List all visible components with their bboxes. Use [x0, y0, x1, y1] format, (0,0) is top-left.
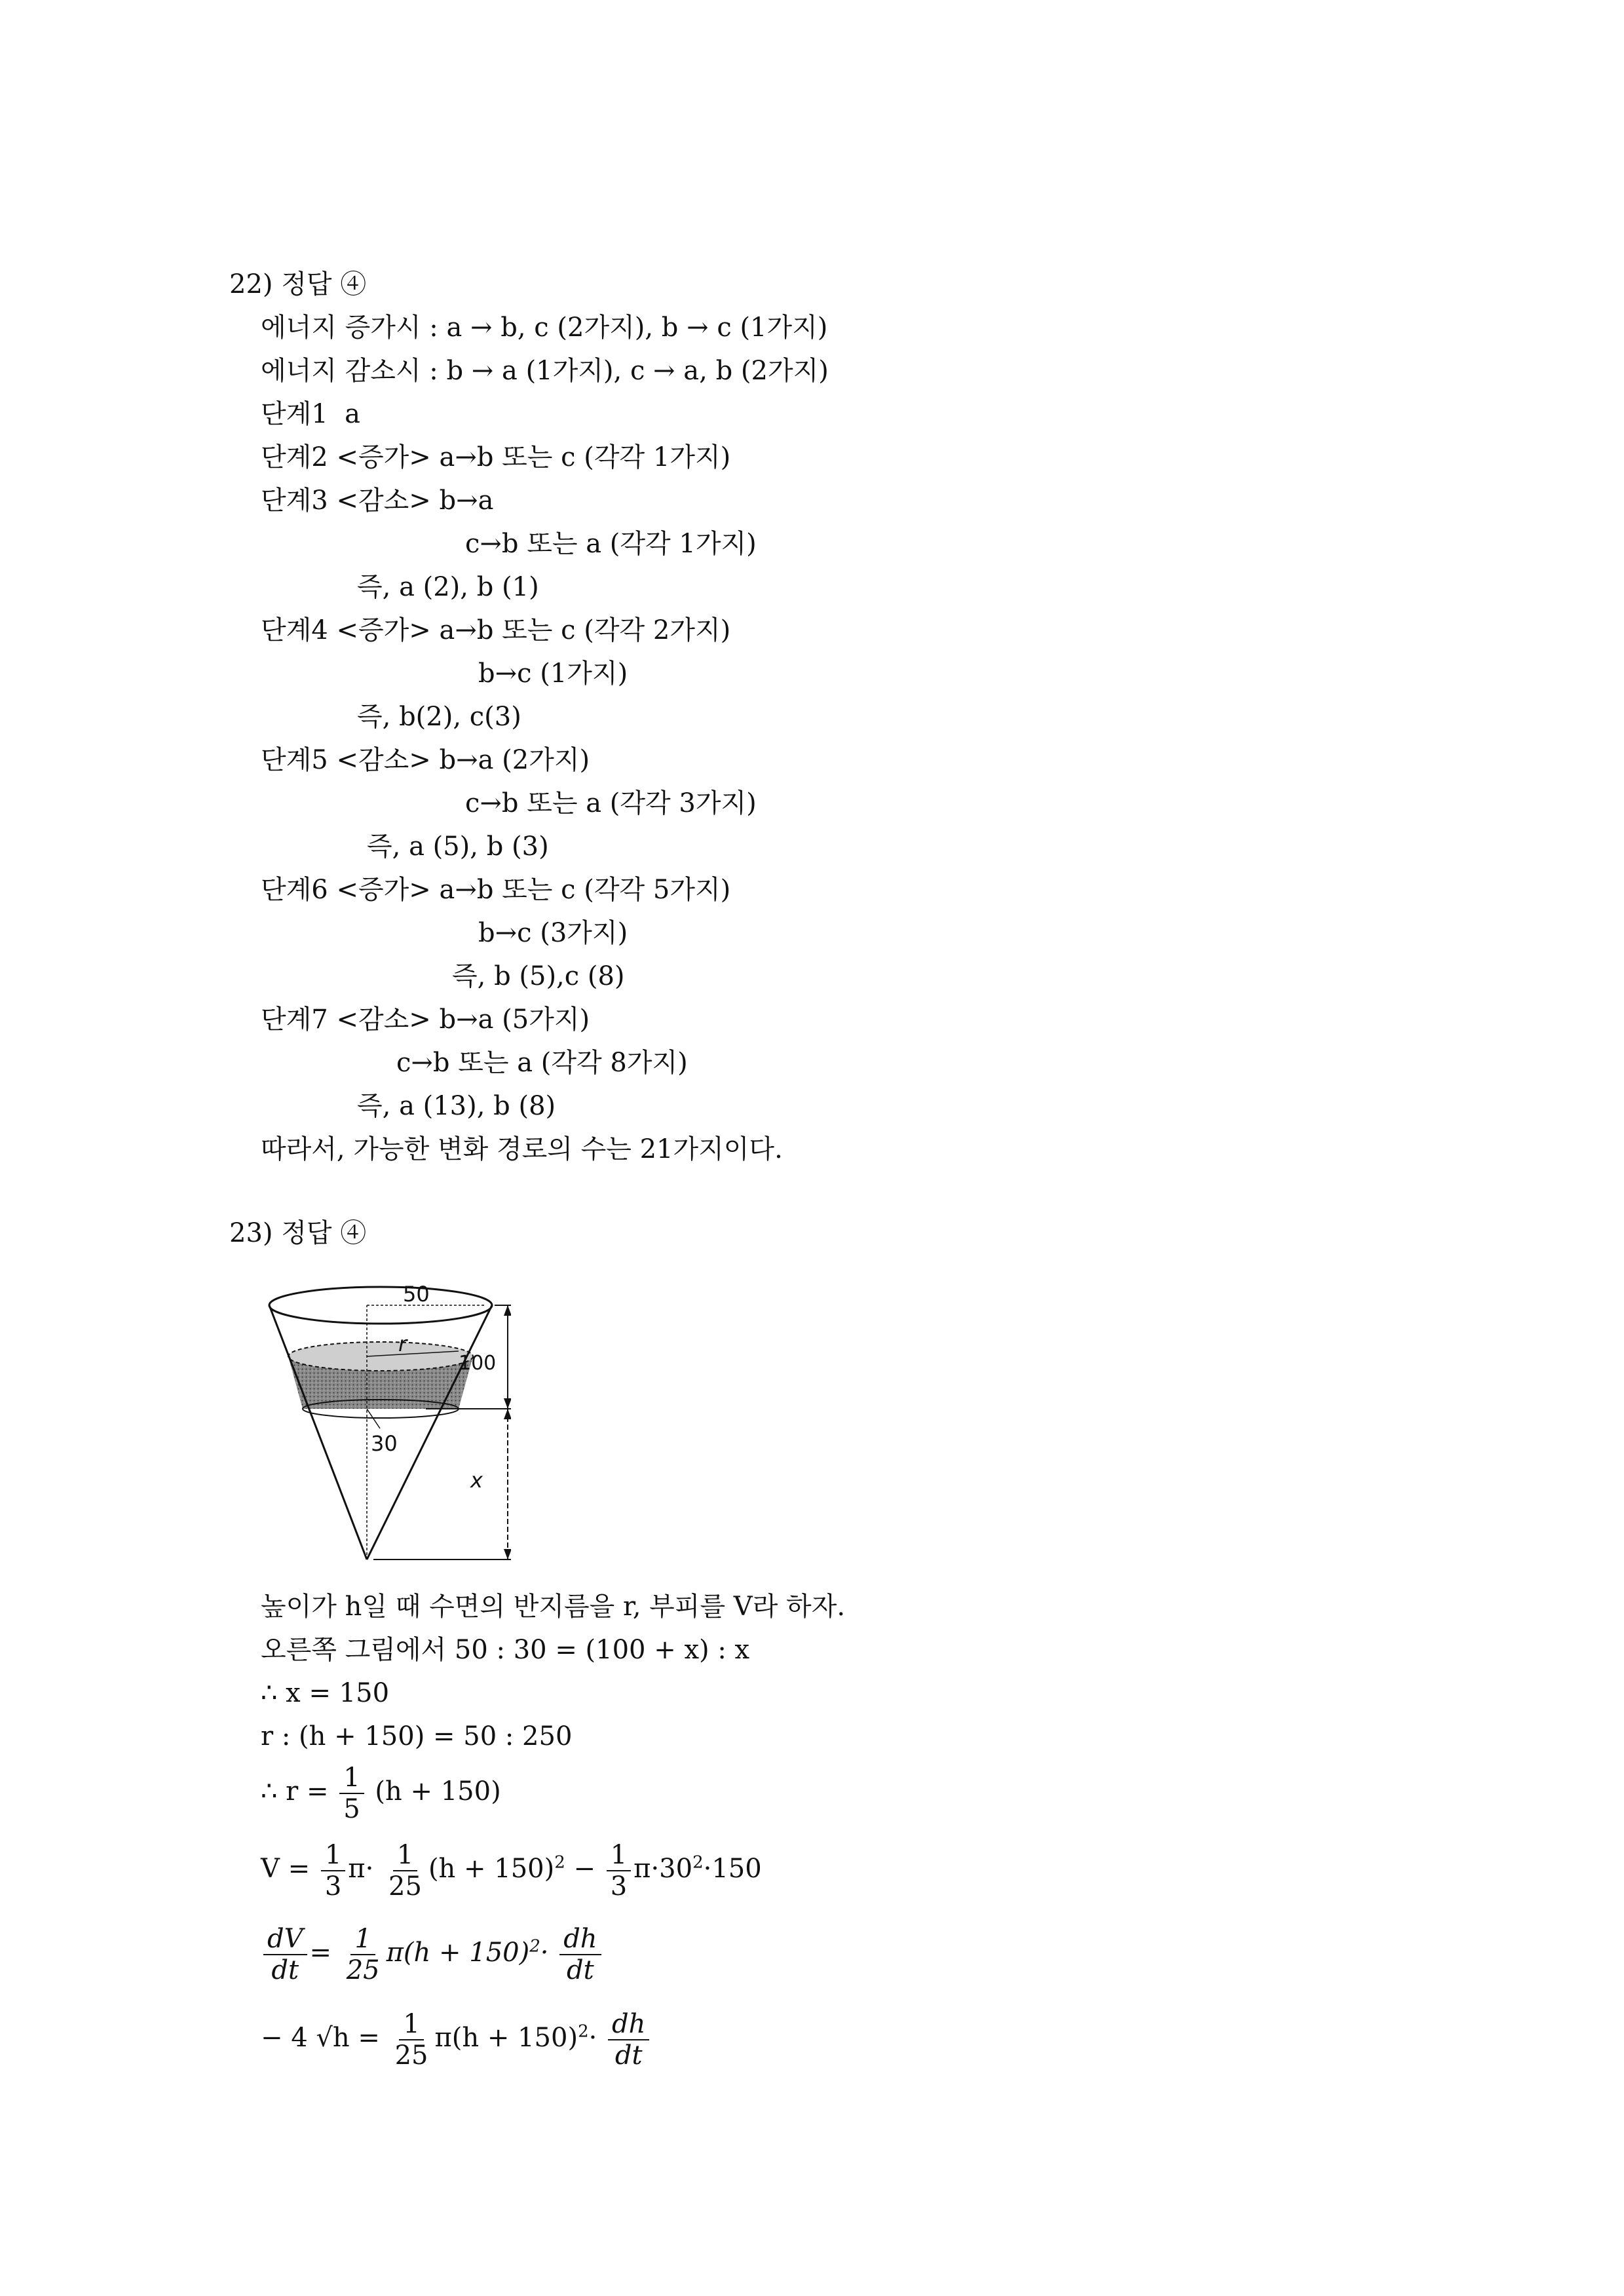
q23-line: ∴ x = 150 — [261, 1678, 390, 1708]
q22-line: c→b 또는 a (각각 8가지) — [396, 1048, 688, 1078]
eq-v-mid1: π· — [348, 1854, 374, 1884]
q22-line: 즉, a (5), b (3) — [367, 832, 549, 862]
q22-line: 단계4 <증가> a→b 또는 c (각각 2가지) — [261, 615, 731, 645]
equation-volume — [261, 1840, 762, 1902]
q23-line: 오른쪽 그림에서 50 : 30 = (100 + x) : x — [261, 1635, 750, 1665]
eq-dv-sup: 2 — [529, 1936, 540, 1957]
eq-last-r-den: dt — [614, 2040, 643, 2071]
cone-figure — [262, 1278, 511, 1579]
eq-dv-eq: = — [309, 1938, 332, 1968]
equation-dv-dt — [261, 1924, 604, 1985]
q22-line: 즉, a (13), b (8) — [357, 1091, 556, 1121]
q22-line: 즉, b (5),c (8) — [452, 961, 625, 991]
eq-v-mid3: − — [565, 1854, 604, 1884]
q22-line: 단계2 <증가> a→b 또는 c (각각 1가지) — [261, 442, 731, 472]
eq-dv-mid: π(h + 150) — [386, 1938, 530, 1968]
eq-r-tail: (h + 150) — [375, 1776, 501, 1807]
eq-last-dot: · — [588, 2023, 597, 2053]
eq-v-f2-num: 1 — [393, 1840, 417, 1871]
eq-v-mid2: (h + 150) — [428, 1854, 555, 1884]
eq-v-tail: π·30 — [633, 1854, 693, 1884]
q22-line: 따라서, 가능한 변화 경로의 수는 21가지이다. — [261, 1134, 783, 1164]
q23-line: r : (h + 150) = 50 : 250 — [261, 1721, 573, 1751]
eq-v-lhs: V = — [261, 1854, 311, 1884]
q22-line: 단계5 <감소> b→a (2가지) — [261, 745, 590, 775]
q22-line: 단계1 a — [261, 399, 361, 429]
eq-r-prefix: ∴ r = — [261, 1776, 329, 1807]
eq-dv-lhs-num: dV — [263, 1924, 307, 1955]
eq-last-f-num: 1 — [399, 2009, 423, 2040]
label-water-radius: 30 — [371, 1431, 398, 1456]
eq-v-f1-num: 1 — [321, 1840, 345, 1871]
eq-dv-f-num: 1 — [350, 1924, 375, 1955]
q22-line: c→b 또는 a (각각 1가지) — [465, 529, 757, 559]
q22-line: 즉, b(2), c(3) — [357, 702, 521, 732]
q23-heading: 23) 정답 ④ — [229, 1218, 367, 1248]
q22-line: 단계7 <감소> b→a (5가지) — [261, 1004, 590, 1035]
eq-v-f3-den: 3 — [610, 1871, 628, 1902]
q22-heading: 22) 정답 ④ — [229, 269, 367, 299]
eq-dv-r-den: dt — [567, 1955, 594, 1985]
eq-r-den: 5 — [343, 1794, 360, 1824]
eq-v-sup: 2 — [554, 1852, 565, 1873]
eq-v-sup2: 2 — [692, 1852, 704, 1873]
eq-last-lhs: − 4 √h = — [261, 2023, 380, 2053]
equation-final — [261, 2009, 652, 2071]
q22-line: 단계3 <감소> b→a — [261, 486, 494, 516]
eq-v-f2-den: 25 — [388, 1871, 422, 1902]
eq-dv-lhs-den: dt — [271, 1955, 299, 1985]
q22-line: 단계6 <증가> a→b 또는 c (각각 5가지) — [261, 875, 731, 905]
eq-last-r-num: dh — [608, 2009, 649, 2040]
equation-r — [261, 1763, 501, 1824]
eq-r-num: 1 — [339, 1763, 364, 1794]
eq-v-tail2: ·150 — [703, 1854, 762, 1884]
q22-line: 에너지 감소시 : b → a (1가지), c → a, b (2가지) — [261, 356, 829, 386]
eq-v-f3-num: 1 — [607, 1840, 631, 1871]
eq-v-f1-den: 3 — [324, 1871, 342, 1902]
label-lower-height: x — [470, 1468, 483, 1493]
label-upper-height: 100 — [459, 1352, 497, 1375]
eq-last-sup: 2 — [578, 2021, 589, 2042]
eq-last-f-den: 25 — [394, 2040, 428, 2071]
eq-last-mid: π(h + 150) — [434, 2023, 578, 2053]
q22-line: b→c (1가지) — [478, 659, 628, 689]
label-r: r — [398, 1331, 407, 1356]
q22-line: c→b 또는 a (각각 3가지) — [465, 788, 757, 818]
eq-dv-f-den: 25 — [346, 1955, 380, 1985]
eq-dv-r-num: dh — [559, 1924, 601, 1955]
q23-line: 높이가 h일 때 수면의 반지름을 r, 부피를 V라 하자. — [261, 1592, 846, 1622]
q22-line: b→c (3가지) — [478, 918, 628, 948]
q22-line: 에너지 증가시 : a → b, c (2가지), b → c (1가지) — [261, 313, 828, 343]
eq-dv-dot: · — [540, 1938, 549, 1968]
label-top-radius: 50 — [403, 1282, 430, 1307]
q22-line: 즉, a (2), b (1) — [357, 572, 539, 602]
